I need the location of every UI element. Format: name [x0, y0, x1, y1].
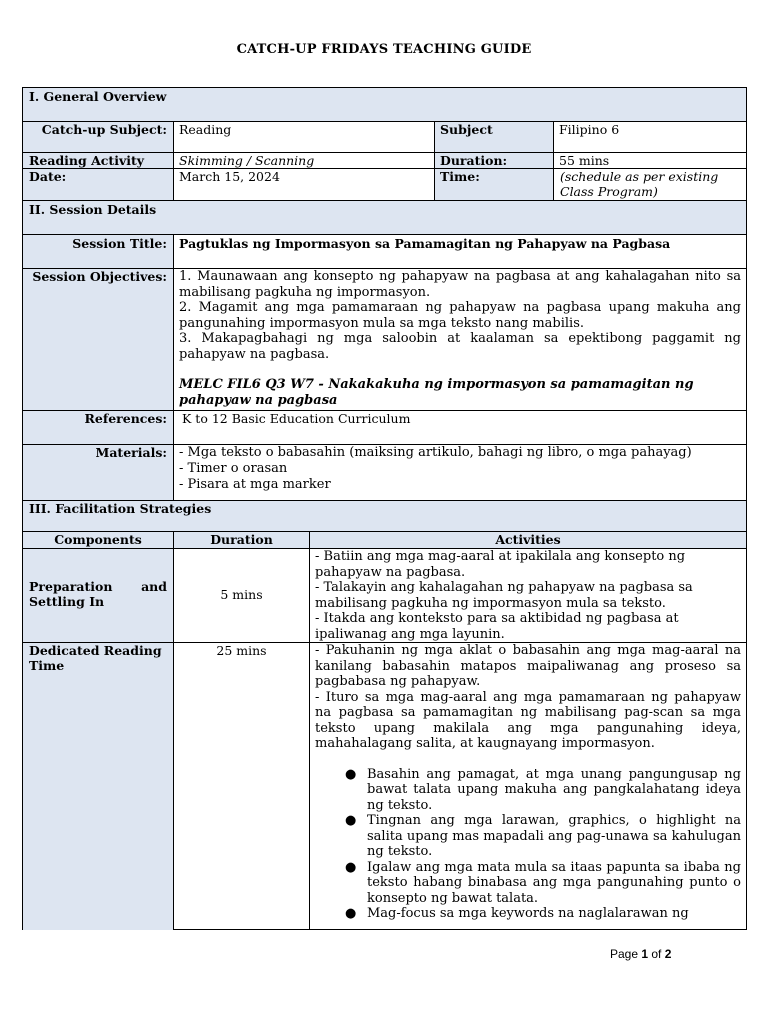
activity-item: - Talakayin ang kahalagahan ng pahapyaw na pagbasa sa mabilisang pagkuha ng impormasyon mula sa teksto. — [315, 580, 693, 611]
references-value: K to 12 Basic Education Curriculum — [182, 411, 411, 426]
section-facilitation-strategies: III. Facilitation Strategies — [23, 501, 746, 531]
document-title: CATCH-UP FRIDAYS TEACHING GUIDE — [236, 42, 532, 57]
col-activities: Activities — [310, 532, 746, 548]
subject-label: Subject — [435, 122, 553, 152]
objective-item: 1. Maunawaan ang konsepto ng pahapyaw na pagbasa at ang kahalagahan nito sa mabilisang pagkuha ng impormasyon. — [179, 269, 741, 300]
materials-list — [174, 445, 746, 500]
activity-item: - Ituro sa mga mag-aaral ang mga pamamaraan ng pahapyaw na pagbasa sa pamamagitan ng mabilisang pag-scan sa mga teksto upang makilala ang mga pangunahing ideya, mahahalagang salita, at kaugnayang impormasyon. — [315, 689, 741, 751]
bullet-icon: ● — [345, 906, 357, 921]
reading-activity-label: Reading Activity — [23, 153, 173, 168]
activities-dedicated-reading — [310, 643, 746, 930]
activity-item: - Pakuhanin ng mga aklat o babasahin ang mga mag-aaral na kanilang babasahin matapos maipaliwanag ang proseso sa pagbabasa ng pahapyaw. — [315, 643, 741, 689]
session-objectives — [174, 269, 746, 410]
date-label: Date: — [23, 169, 173, 200]
time-value: (schedule as per existing Class Program) — [560, 169, 719, 199]
materials-label: Materials: — [23, 445, 173, 500]
section-general-overview: I. General Overview — [23, 88, 746, 121]
list-item: ● Tingnan ang mga larawan, graphics, o highlight na salita upang mas mapadali ang pag-unawa sa kahulugan ng teksto. — [345, 813, 741, 859]
reading-activity-value: Skimming / Scanning — [179, 153, 315, 168]
activities-preparation — [310, 549, 746, 642]
catchup-subject-label: Catch-up Subject: — [23, 122, 173, 152]
col-components: Components — [23, 532, 173, 548]
objective-item: 2. Magamit ang mga pamamaraan ng pahapyaw na pagbasa upang makuha ang pangunahing impormasyon mula sa mga teksto nang mabilis. — [179, 300, 741, 331]
date-value: March 15, 2024 — [179, 169, 280, 184]
list-item: ● Mag-focus sa mga keywords na naglalarawan ng — [345, 906, 689, 921]
material-item: - Mga teksto o babasahin (maiksing artikulo, bahagi ng libro, o mga pahayag) — [179, 445, 692, 460]
col-duration: Duration — [174, 532, 309, 548]
page-indicator: Page 1 of 2 — [610, 947, 672, 961]
reading-tips-list — [315, 767, 741, 922]
time-label: Time: — [435, 169, 553, 200]
session-title-value: Pagtuklas ng Impormasyon sa Pamamagitan ng Pahapyaw na Pagbasa — [179, 236, 671, 251]
activity-item: - Itakda ang konteksto para sa aktibidad ng pagbasa at ipaliwanag ang mga layunin. — [315, 611, 679, 642]
component-name: Preparation and — [29, 579, 167, 594]
objective-item: 3. Makapagbahagi ng mga saloobin at kaalaman sa epektibong paggamit ng pahapyaw na pagbasa. — [179, 331, 741, 362]
melc-code: MELC FIL6 Q3 W7 - Nakakakuha ng impormasyon sa pamamagitan ng pahapyaw na pagbasa — [179, 377, 694, 408]
session-objectives-label: Session Objectives: — [23, 269, 173, 410]
bullet-icon: ● — [345, 813, 357, 828]
bullet-icon: ● — [345, 859, 357, 875]
references-label: References: — [23, 411, 173, 444]
duration-label: Duration: — [435, 153, 553, 168]
component-preparation: Preparation and Settling In — [23, 549, 173, 642]
teaching-guide-table — [22, 87, 747, 930]
duration-preparation: 5 mins — [220, 587, 263, 602]
duration-value: 55 mins — [559, 153, 610, 168]
list-item: ● Igalaw ang mga mata mula sa itaas papunta sa ibaba ng teksto habang binabasa ang mga pangunahing punto o konsepto ng bawat talata. — [345, 859, 741, 906]
section-session-details: II. Session Details — [23, 201, 746, 234]
bullet-icon: ● — [345, 766, 357, 782]
activity-item: - Batiin ang mga mag-aaral at ipakilala ang konsepto ng pahapyaw na pagbasa. — [315, 549, 686, 580]
material-item: - Pisara at mga marker — [179, 477, 331, 492]
catchup-subject-value: Reading — [179, 122, 232, 137]
session-title-label: Session Title: — [23, 235, 173, 268]
subject-value: Filipino 6 — [559, 122, 620, 137]
material-item: - Timer o orasan — [179, 461, 288, 476]
duration-dedicated-reading: 25 mins — [216, 643, 267, 658]
component-dedicated-reading: Dedicated Reading Time — [23, 643, 173, 930]
list-item: ● Basahin ang pamagat, at mga unang pangungusap ng bawat talata upang makuha ang pangkalahatang ideya ng teksto. — [345, 766, 741, 813]
